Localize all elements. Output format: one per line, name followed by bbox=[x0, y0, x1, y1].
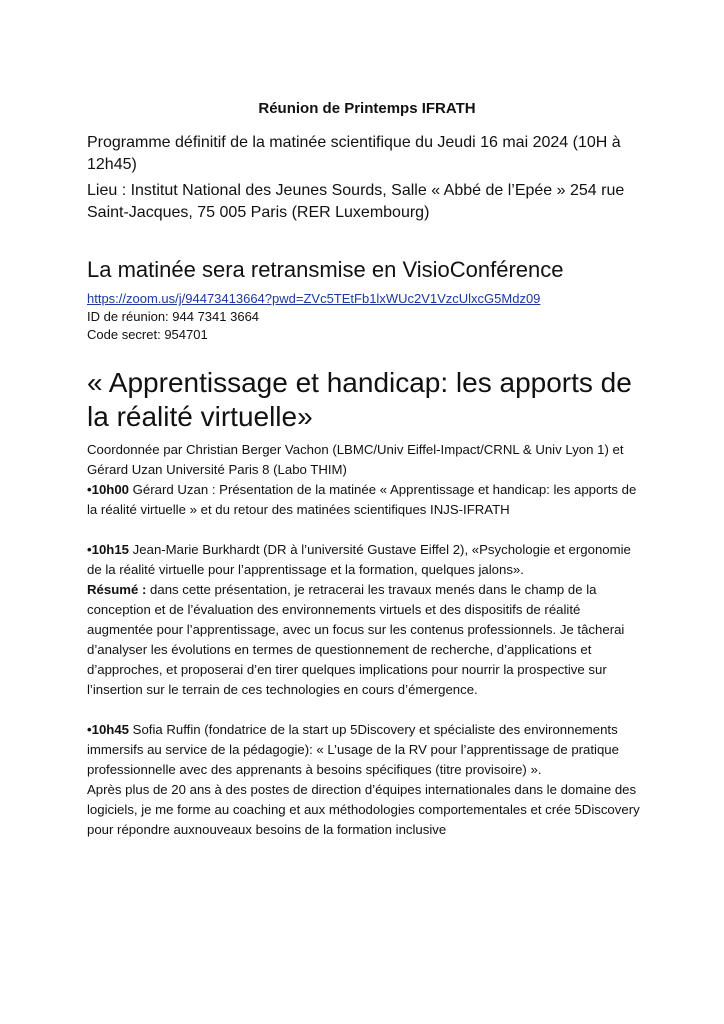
zoom-link[interactable]: https://zoom.us/j/94473413664?pwd=ZVc5TEtFb1lxWUc2V1VzcUlxcG5Mdz09 bbox=[87, 291, 541, 306]
paragraph-gap bbox=[87, 520, 647, 540]
session-summary bbox=[87, 580, 647, 700]
session-text: Sofia Ruffin (fondatrice de la start up 5Discovery et spécialiste des environnements immersifs au service de la pédagogie): « L’usage de la RV pour l’apprentissage de pratique professionnelle avec des apprenants à besoins spécifiques (titre provisoire) ». bbox=[87, 722, 619, 777]
meeting-id: ID de réunion: 944 7341 3664 bbox=[87, 309, 260, 324]
program-body bbox=[87, 440, 647, 840]
session-text: Jean-Marie Burkhardt (DR à l’université Gustave Eiffel 2), «Psychologie et ergonomie de la réalité virtuelle pour l’apprentissage et la formation, quelques jalons». bbox=[87, 542, 631, 577]
session-time: •10h00 bbox=[87, 482, 130, 497]
session-text: Gérard Uzan : Présentation de la matinée « Apprentissage et handicap: les apports de la réalité virtuelle » et du retour des matinées scientifiques INJS-IFRATH bbox=[87, 482, 637, 517]
summary-label: Résumé : bbox=[87, 582, 147, 597]
session-time: •10h45 bbox=[87, 722, 130, 737]
session-1000 bbox=[87, 480, 647, 520]
session-1015 bbox=[87, 540, 647, 580]
main-heading: « Apprentissage et handicap: les apports de la réalité virtuelle» bbox=[87, 367, 632, 432]
programme-line: Programme définitif de la matinée scientifique du Jeudi 16 mai 2024 (10H à 12h45) bbox=[87, 134, 621, 173]
zoom-info bbox=[87, 290, 647, 344]
session-1045 bbox=[87, 720, 647, 780]
meeting-secret: Code secret: 954701 bbox=[87, 327, 208, 342]
visio-heading: La matinée sera retransmise en VisioConférence bbox=[87, 257, 564, 282]
coordination-text: Coordonnée par Christian Berger Vachon (LBMC/Univ Eiffel-Impact/CRNL & Univ Lyon 1) et Gérard Uzan Université Paris 8 (Labo THIM) bbox=[87, 442, 624, 477]
venue-line: Lieu : Institut National des Jeunes Sourds, Salle « Abbé de l’Epée » 254 rue Saint-Jacques, 75 005 Paris (RER Luxembourg) bbox=[87, 182, 625, 221]
session-time: •10h15 bbox=[87, 542, 130, 557]
summary-text: dans cette présentation, je retracerai les travaux menés dans le champ de la conception et de l’évaluation des environnements virtuels et des dispositifs de réalité augmentée pour l’apprentissage, avec un focus sur les contenus professionnels. Je tâcherai d’analyser les évolutions en termes de questionnement de recherche, d’applications et d’approches, et proposerai d’en tirer quelques implications pour nourrir la prospective sur l’insertion sur le terrain de ces technologies en cours d’émergence. bbox=[87, 582, 625, 697]
document-title: Réunion de Printemps IFRATH bbox=[258, 100, 476, 117]
speaker-bio: Après plus de 20 ans à des postes de direction d’équipes internationales dans le domaine des logiciels, je me forme au coaching et aux méthodologies comportementales et crée 5Discovery pour répondre auxnouveaux besoins de la formation inclusive bbox=[87, 782, 640, 837]
paragraph-gap bbox=[87, 700, 647, 720]
